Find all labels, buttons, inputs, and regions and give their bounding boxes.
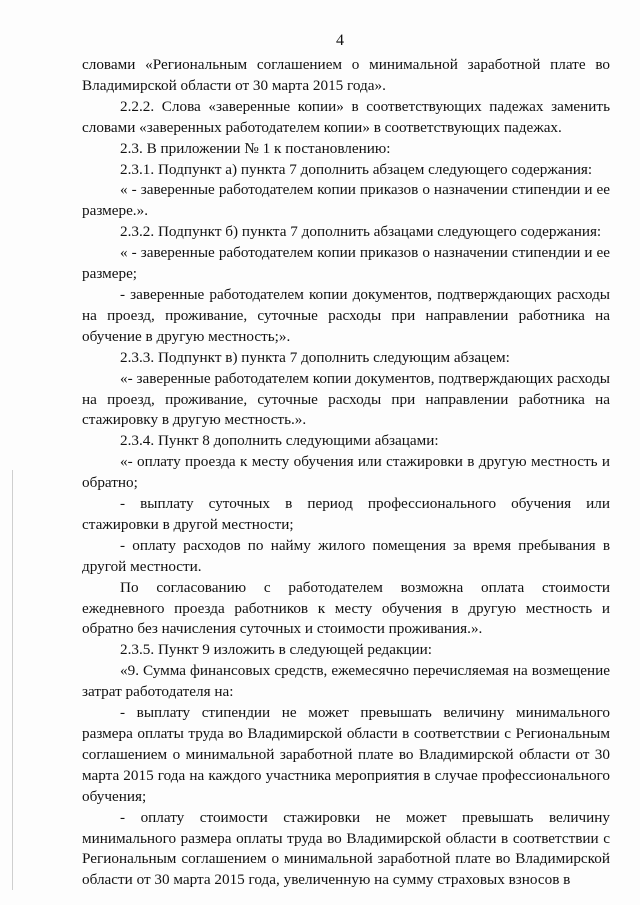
- page-number: 4: [336, 32, 344, 49]
- paragraph: « - заверенные работодателем копии приказов о назначении стипендии и ее размере;: [82, 244, 610, 283]
- scan-edge-line: [12, 470, 13, 890]
- document-body: [82, 55, 610, 891]
- paragraph: 2.2.2. Слова «заверенные копии» в соответствующих падежах заменить словами «заверенных работодателем копии» в соответствующих падежах.: [82, 97, 610, 136]
- paragraph: 2.3.5. Пункт 9 изложить в следующей редакции:: [120, 641, 433, 659]
- paragraph: «- оплату проезда к месту обучения или стажировки в другую местность и обратно;: [82, 453, 610, 492]
- paragraph: По согласованию с работодателем возможна оплата стоимости ежедневного проезда работников к месту обучения в другую местность и обратно без начисления суточных и стоимости проживания.».: [82, 578, 610, 638]
- paragraph: - оплату стоимости стажировки не может превышать величину минимального размера оплаты труда во Владимирской области в соответствии с Региональным соглашением о минимальной заработной плате во Владимирской области от 30 марта 2015 года, увеличенную на сумму страховых взносов в: [82, 808, 610, 889]
- paragraph: 2.3.4. Пункт 8 дополнить следующими абзацами:: [120, 432, 439, 450]
- paragraph: - выплату стипендии не может превышать величину минимального размера оплаты труда во Владимирской области в соответствии с Региональным соглашением о минимальной заработной плате во Владимирской области от 30 марта 2015 года на каждого участника мероприятия в случае профессионального обучения;: [82, 704, 610, 805]
- paragraph: « - заверенные работодателем копии приказов о назначении стипендии и ее размере.».: [82, 181, 610, 220]
- paragraph: 2.3.1. Подпункт а) пункта 7 дополнить абзацем следующего содержания:: [120, 160, 593, 178]
- paragraph: 2.3.2. Подпункт б) пункта 7 дополнить абзацами следующего содержания:: [120, 223, 602, 241]
- paragraph: «9. Сумма финансовых средств, ежемесячно перечисляемая на возмещение затрат работодателя на:: [82, 662, 610, 701]
- paragraph: словами «Региональным соглашением о минимальной заработной плате во Владимирской области от 30 марта 2015 года».: [82, 56, 610, 94]
- paragraph: - заверенные работодателем копии документов, подтверждающих расходы на проезд, проживание, суточные расходы при направлении работника на обучение в другую местность;».: [82, 285, 610, 345]
- paragraph: - выплату суточных в период профессионального обучения или стажировки в другой местности;: [82, 495, 610, 533]
- paragraph: «- заверенные работодателем копии документов, подтверждающих расходы на проезд, проживание, суточные расходы при направлении работника на стажировку в другую местность.».: [82, 369, 610, 429]
- paragraph: - оплату расходов по найму жилого помещения за время пребывания в другой местности.: [82, 536, 610, 575]
- paragraph: 2.3.3. Подпункт в) пункта 7 дополнить следующим абзацем:: [120, 348, 510, 366]
- paragraph: 2.3. В приложении № 1 к постановлению:: [120, 139, 391, 157]
